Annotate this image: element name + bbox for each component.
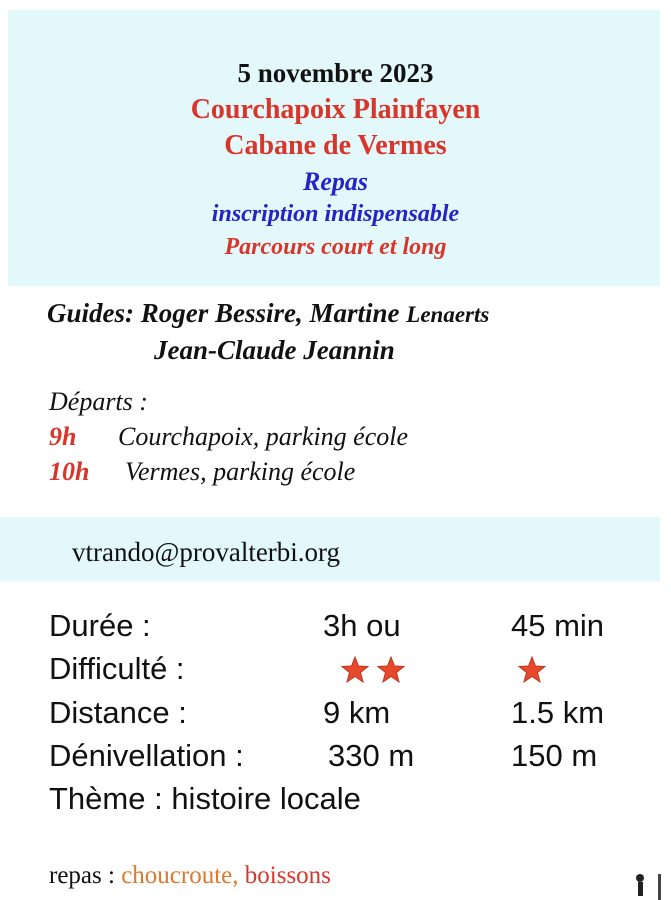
guides-line-1 [47, 298, 489, 329]
hiker-icon [628, 868, 668, 900]
elevation-short: 150 m [511, 738, 598, 773]
duration-label: Durée : [49, 608, 151, 643]
distance-short: 1.5 km [511, 695, 605, 730]
duration-short: 45 min [511, 608, 605, 643]
difficulty-label: Difficulté : [49, 651, 185, 686]
departures-label: Départs : [49, 387, 148, 416]
guides-names-small: Lenaerts [406, 302, 490, 327]
event-venue: Cabane de Vermes [224, 130, 447, 161]
signup-note: inscription indispensable [211, 201, 460, 227]
star-icon [376, 655, 406, 685]
routes-note: Parcours court et long [224, 234, 447, 260]
theme-line: Thème : histoire locale [49, 781, 361, 816]
departure-place-2: Vermes, parking école [125, 457, 356, 486]
event-place: Courchapoix Plainfayen [190, 94, 481, 125]
food-label: repas : [49, 862, 122, 889]
food-line [49, 862, 331, 890]
distance-label: Distance : [49, 695, 187, 730]
contact-email[interactable]: vtrando@provalterbi.org [72, 537, 341, 567]
guides-names: Roger Bessire, Martine [140, 298, 400, 328]
food-item-1: choucroute, [121, 862, 239, 889]
departure-time-2: 10h [49, 457, 90, 486]
food-item-2: boissons [244, 862, 331, 889]
guides-label: Guides: [47, 298, 134, 328]
event-date: 5 novembre 2023 [237, 58, 434, 88]
elevation-long: 330 m [328, 738, 415, 773]
departure-place-1: Courchapoix, parking école [118, 422, 409, 451]
guides-line-2: Jean-Claude Jeannin [154, 335, 395, 365]
elevation-label: Dénivellation : [49, 738, 244, 773]
distance-long: 9 km [323, 695, 391, 730]
departure-time-1: 9h [49, 422, 77, 451]
event-meal: Repas [303, 167, 368, 196]
star-icon [517, 655, 547, 685]
star-icon [340, 655, 370, 685]
duration-long: 3h ou [323, 608, 401, 643]
